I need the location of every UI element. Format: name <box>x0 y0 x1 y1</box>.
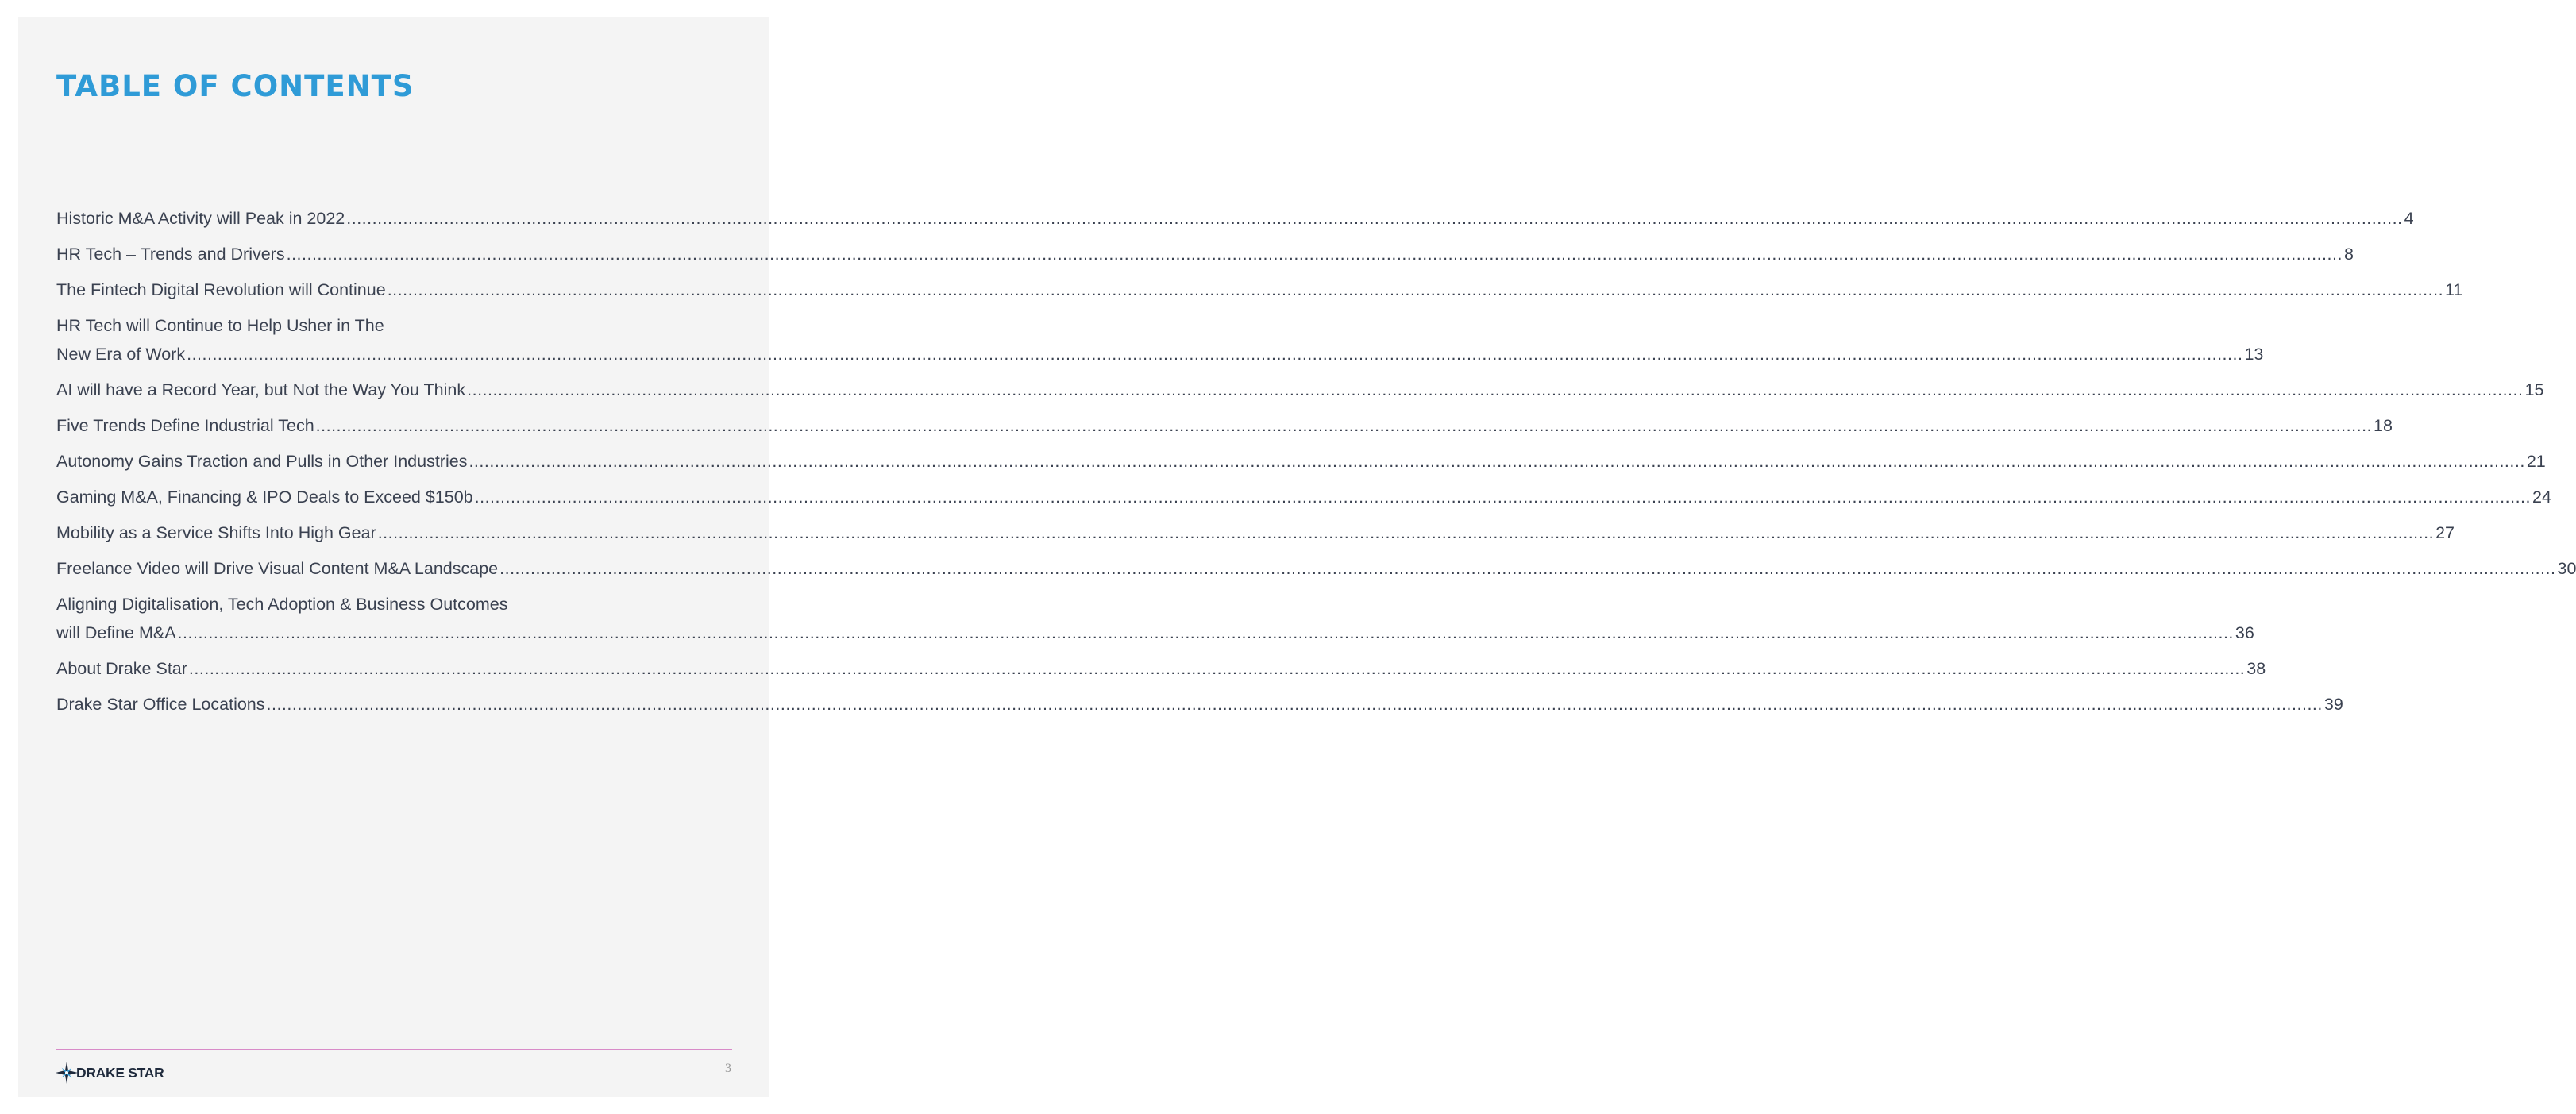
toc-entry[interactable] <box>56 311 2264 368</box>
toc-entry[interactable] <box>56 376 2544 404</box>
toc-entry-line <box>56 619 2254 647</box>
logo-text: DRAKE STAR <box>76 1064 164 1081</box>
toc-page-number: 11 <box>2445 280 2463 299</box>
toc-page-number: 21 <box>2526 452 2546 471</box>
toc-entry[interactable] <box>56 590 2254 647</box>
toc-entry[interactable] <box>56 240 2354 268</box>
toc-entry-title: Five Trends Define Industrial Tech <box>56 416 314 435</box>
toc-entry-line <box>56 554 2576 583</box>
toc-entry[interactable] <box>56 690 2343 719</box>
table-of-contents <box>56 204 2576 726</box>
dot-leader: ................................................................................................................................................................................................................................................................................................................................................................................................................ <box>387 280 2444 299</box>
dot-leader: ................................................................................................................................................................................................................................................................................................................................................................................................................ <box>377 523 2435 542</box>
toc-page-number: 8 <box>2343 245 2354 264</box>
toc-page-number: 36 <box>2235 623 2254 642</box>
dot-leader: ................................................................................................................................................................................................................................................................................................................................................................................................................ <box>266 695 2323 714</box>
page-number: 3 <box>725 1062 731 1075</box>
dot-leader: ................................................................................................................................................................................................................................................................................................................................................................................................................ <box>315 416 2373 435</box>
toc-entry[interactable] <box>56 518 2455 547</box>
toc-entry[interactable] <box>56 483 2551 511</box>
dot-leader: ................................................................................................................................................................................................................................................................................................................................................................................................................ <box>499 559 2556 578</box>
toc-page-number: 39 <box>2323 695 2343 714</box>
toc-entry-title: Autonomy Gains Traction and Pulls in Other Industries <box>56 452 468 471</box>
toc-entry-title-line: Aligning Digitalisation, Tech Adoption & Business Outcomes <box>56 595 508 614</box>
toc-entry-line <box>56 518 2455 547</box>
toc-page-number: 24 <box>2532 488 2551 507</box>
document-page <box>18 17 2576 1097</box>
toc-entry[interactable] <box>56 654 2266 683</box>
toc-entry-line <box>56 204 2414 233</box>
toc-page-number: 38 <box>2246 659 2266 678</box>
toc-entry-title: Gaming M&A, Financing & IPO Deals to Exceed $150b <box>56 488 473 507</box>
toc-entry[interactable] <box>56 447 2546 476</box>
footer-divider <box>56 1049 732 1050</box>
dot-leader: ................................................................................................................................................................................................................................................................................................................................................................................................................ <box>187 345 2243 364</box>
toc-entry-line <box>56 411 2393 440</box>
toc-page-number: 15 <box>2524 380 2544 399</box>
dot-leader: ................................................................................................................................................................................................................................................................................................................................................................................................................ <box>467 380 2524 399</box>
toc-entry-line <box>56 654 2266 683</box>
toc-entry-line <box>56 483 2551 511</box>
dot-leader: ................................................................................................................................................................................................................................................................................................................................................................................................................ <box>286 245 2343 264</box>
toc-entry-title: HR Tech – Trends and Drivers <box>56 245 285 264</box>
toc-entry[interactable] <box>56 204 2414 233</box>
toc-entry-line <box>56 276 2463 304</box>
toc-entry-line <box>56 240 2354 268</box>
toc-entry-title: Freelance Video will Drive Visual Content M&A Landscape <box>56 559 499 578</box>
toc-page-number: 27 <box>2435 523 2455 542</box>
toc-page-number: 30 <box>2557 559 2576 578</box>
toc-entry-title: AI will have a Record Year, but Not the Way You Think <box>56 380 466 399</box>
toc-entry-title: New Era of Work <box>56 345 186 364</box>
dot-leader: ................................................................................................................................................................................................................................................................................................................................................................................................................ <box>188 659 2246 678</box>
toc-entry[interactable] <box>56 554 2576 583</box>
toc-entry-title: Drake Star Office Locations <box>56 695 265 714</box>
toc-entry-title: Historic M&A Activity will Peak in 2022 <box>56 209 345 228</box>
drake-star-logo <box>56 1061 164 1085</box>
toc-entry-line <box>56 376 2544 404</box>
toc-entry-title: will Define M&A <box>56 623 176 642</box>
toc-entry-line <box>56 340 2264 368</box>
toc-entry-line <box>56 690 2343 719</box>
dot-leader: ................................................................................................................................................................................................................................................................................................................................................................................................................ <box>469 452 2525 471</box>
dot-leader: ................................................................................................................................................................................................................................................................................................................................................................................................................ <box>346 209 2403 228</box>
toc-page-number: 4 <box>2404 209 2414 228</box>
toc-entry-title: The Fintech Digital Revolution will Continue <box>56 280 386 299</box>
toc-entry[interactable] <box>56 276 2463 304</box>
toc-entry[interactable] <box>56 411 2393 440</box>
dot-leader: ................................................................................................................................................................................................................................................................................................................................................................................................................ <box>474 488 2531 507</box>
star-compass-icon <box>56 1062 78 1084</box>
toc-entry-title: About Drake Star <box>56 659 187 678</box>
toc-entry-line <box>56 447 2546 476</box>
toc-entry-title-line: HR Tech will Continue to Help Usher in The <box>56 316 384 335</box>
page-title: TABLE OF CONTENTS <box>56 69 415 103</box>
toc-page-number: 13 <box>2244 345 2264 364</box>
dot-leader: ................................................................................................................................................................................................................................................................................................................................................................................................................ <box>177 623 2234 642</box>
toc-entry-title: Mobility as a Service Shifts Into High Gear <box>56 523 376 542</box>
toc-page-number: 18 <box>2374 416 2393 435</box>
